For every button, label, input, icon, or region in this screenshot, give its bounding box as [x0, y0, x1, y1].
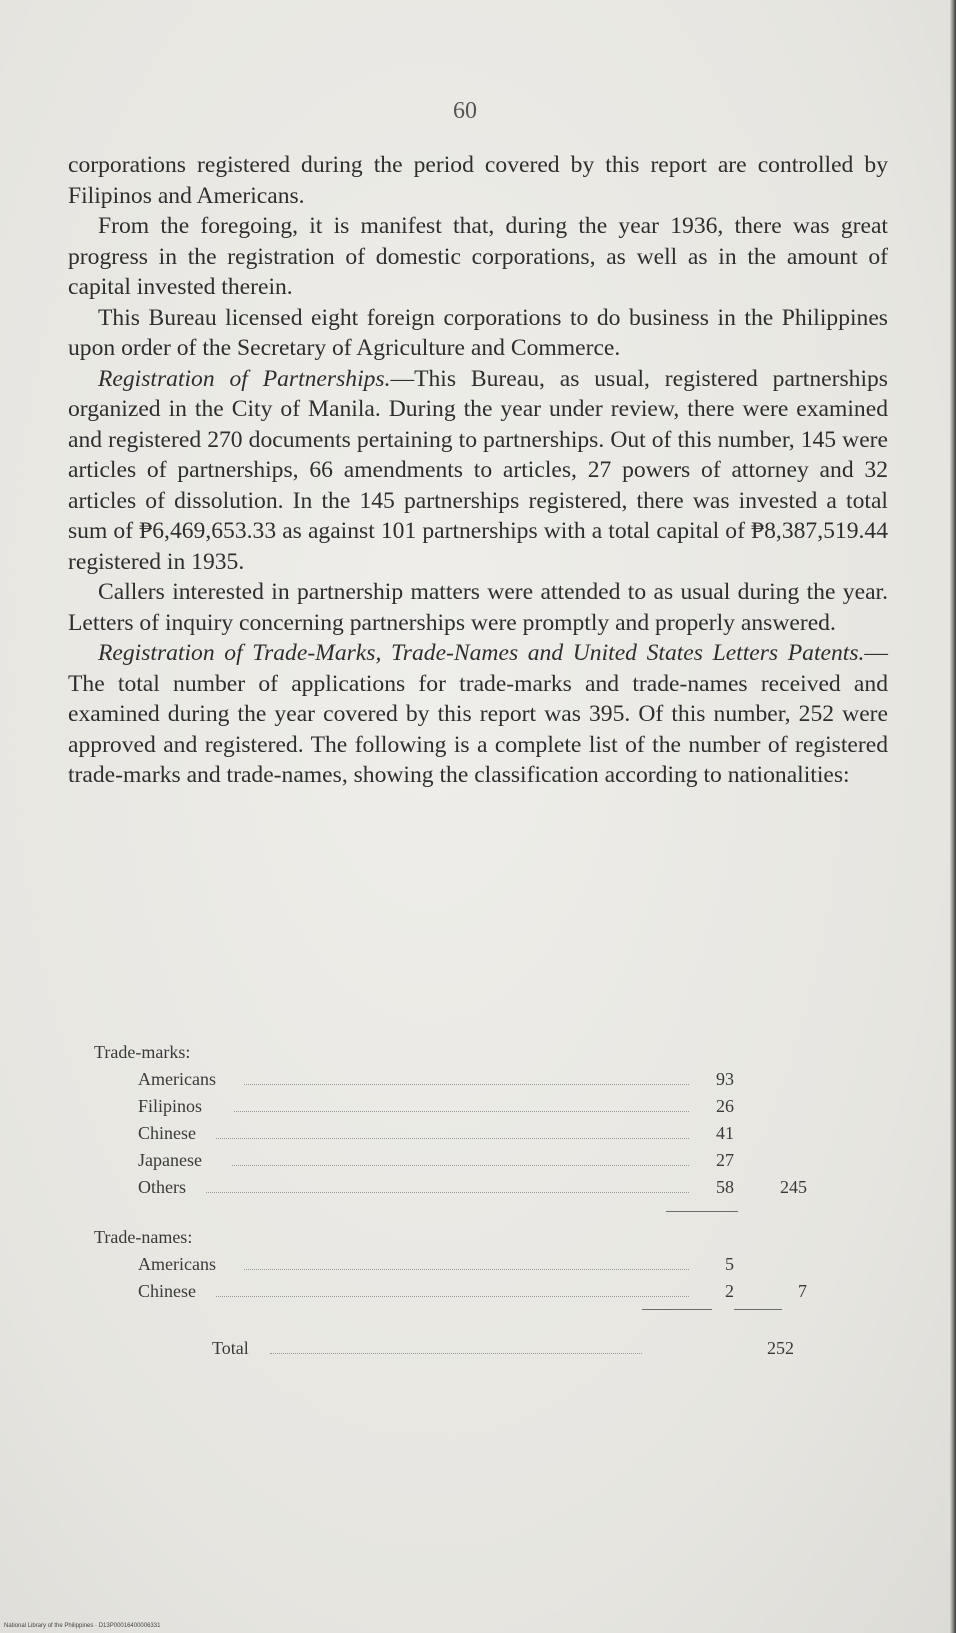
row-label: Filipinos: [138, 1096, 203, 1116]
row-label: Japanese: [138, 1150, 202, 1170]
dot-leader: [206, 1192, 689, 1193]
sum-rule: [642, 1309, 712, 1310]
trademarks-heading: Registration of Trade-Marks, Trade-Names and United States Letters Patents.: [98, 640, 865, 666]
table-row-total: [94, 1333, 824, 1363]
dot-leader: [216, 1296, 689, 1297]
dot-leader: [234, 1111, 689, 1112]
total-rules: [94, 1305, 824, 1311]
paragraph-callers: Callers interested in partnership matters were attended to as usual during the year. Letters of inquiry concerning partnerships were promptly and properly answered.: [68, 579, 888, 636]
row-label: Americans: [138, 1254, 216, 1274]
table-row: [94, 1147, 824, 1174]
page-edge-shadow: [950, 0, 956, 1633]
table-row: [94, 1278, 824, 1305]
table-gap: [94, 1201, 824, 1223]
total-label: Total: [212, 1338, 249, 1358]
library-footer: National Library of the Philippines · D13P00016400006331: [4, 1623, 161, 1629]
partnerships-text: —This Bureau, as usual, registered partnerships organized in the City of Manila. During the year under review, there were examined and registered 270 documents pertaining to partnerships. Out of this number, 145 were articles of partnerships, 66 amendments to articles, 27 powers of attorney and 32 articles of dissolution. In the 145 partnerships registered, there was invested a total sum of ₱6,469,653.33 as against 101 partnerships with a total capital of ₱8,387,519.44 registered in 1935.: [68, 365, 888, 575]
nationality-table: [94, 1038, 824, 1363]
dot-leader: [270, 1353, 642, 1354]
sum-rule: [734, 1309, 782, 1310]
table-row: [94, 1066, 824, 1093]
partnerships-heading: Registration of Partnerships.: [98, 365, 391, 392]
paragraph-partnerships: [68, 364, 888, 578]
table-row: [94, 1251, 824, 1278]
table-row: [94, 1120, 824, 1147]
row-value: 5: [725, 1254, 734, 1274]
paragraph-continuation: corporations registered during the period covered by this report are controlled by Filipinos and Americans.: [68, 152, 888, 209]
dot-leader: [244, 1269, 689, 1270]
total-value: 252: [767, 1338, 794, 1358]
table-row: [94, 1174, 824, 1201]
sum-rule: [666, 1211, 738, 1212]
row-value: 26: [716, 1096, 734, 1116]
trademarks-text: —The total number of applications for trade-marks and trade-names received and examined during the year covered by this report was 395. Of this number, 252 were approved and registered. The following is a complete list of the number of registered trade-marks and trade-names, showing the classification according to nationalities:: [68, 640, 888, 788]
row-label: Chinese: [138, 1123, 196, 1143]
paragraph-foreign-corporations: This Bureau licensed eight foreign corporations to do business in the Philippines upon order of the Secretary of Agriculture and Commerce.: [68, 304, 888, 361]
dot-leader: [216, 1138, 689, 1139]
paragraph-trademarks: [68, 638, 888, 791]
row-value: 58: [716, 1177, 734, 1197]
row-label: Chinese: [138, 1281, 196, 1301]
row-label: Americans: [138, 1069, 216, 1089]
row-value: 41: [716, 1123, 734, 1143]
paragraph-progress: From the foregoing, it is manifest that, during the year 1936, there was great progress in the registration of domestic corporations, as well as in the amount of capital invested therein.: [68, 213, 888, 300]
body-text: [68, 150, 888, 791]
dot-leader: [244, 1084, 689, 1085]
row-subtotal: 245: [780, 1177, 807, 1197]
table-row: [94, 1093, 824, 1120]
trade-names-heading: Trade-names:: [94, 1227, 193, 1247]
trade-marks-heading: Trade-marks:: [94, 1042, 191, 1062]
row-subtotal: 7: [798, 1281, 807, 1301]
row-value: 2: [725, 1281, 734, 1301]
dot-leader: [232, 1165, 689, 1166]
page-number: 60: [453, 98, 477, 124]
row-label: Others: [138, 1177, 186, 1197]
row-value: 93: [716, 1069, 734, 1089]
row-value: 27: [716, 1150, 734, 1170]
